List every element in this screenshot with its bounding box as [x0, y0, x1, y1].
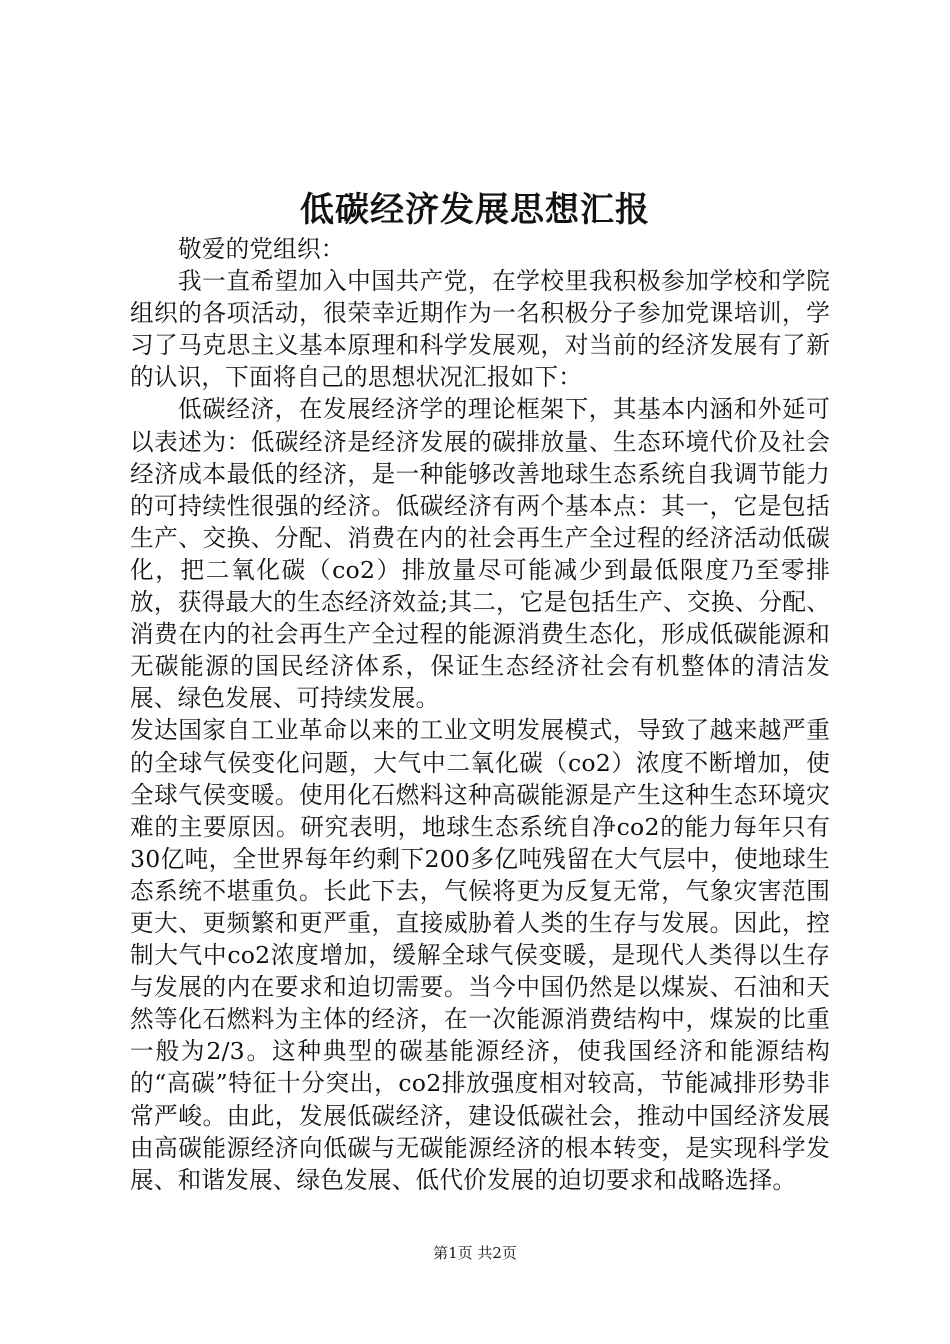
salutation: 敬爱的党组织： — [178, 235, 345, 263]
paragraph-background: 发达国家自工业革命以来的工业文明发展模式，导致了越来越严重的全球气侯变化问题，大气中二氧化碳（co2）浓度不断增加，使全球气侯变暖。使用化石燃料这种高碳能源是产生这种生态环境灾难的主要原因。研究表明，地球生态系统自净co2的能力每年只有30亿吨，全世界每年约剩下200多亿吨残留在大气层中，使地球生态系统不堪重负。长此下去，气候将更为反复无常，气象灾害范围更大、更频繁和更严重，直接威胁着人类的生存与发展。因此，控制大气中co2浓度增加，缓解全球气侯变暖，是现代人类得以生存与发展的内在要求和迫切需要。当今中国仍然是以煤炭、石油和天然等化石燃料为主体的经济，在一次能源消费结构中，煤炭的比重一般为2/3。这种典型的碳基能源经济，使我国经济和能源结构的“高碳”特征十分突出，co2排放强度相对较高，节能减排形势非常严峻。由此，发展低碳经济，建设低碳社会，推动中国经济发展由高碳能源经济向低碳与无碳能源经济的根本转变，是实现科学发展、和谐发展、绿色发展、低代价发展的迫切要求和战略选择。 — [130, 716, 830, 1194]
paragraph-intro: 我一直希望加入中国共产党，在学校里我积极参加学校和学院组织的各项活动，很荣幸近期作为一名积极分子参加党课培训，学习了马克思主义基本原理和科学发展观，对当前的经济发展有了新的认识，下面将自己的思想状况汇报如下： — [130, 267, 830, 392]
page-footer: 第1页 共2页 — [433, 1244, 517, 1262]
document-title: 低碳经济发展思想汇报 — [300, 190, 650, 230]
paragraph-definition: 低碳经济，在发展经济学的理论框架下，其基本内涵和外延可以表述为：低碳经济是经济发展的碳排放量、生态环境代价及社会经济成本最低的经济，是一种能够改善地球生态系统自我调节能力的可持续性很强的经济。低碳经济有两个基本点：其一，它是包括生产、交换、分配、消费在内的社会再生产全过程的经济活动低碳化，把二氧化碳（co2）排放量尽可能减少到最低限度乃至零排放，获得最大的生态经济效益;其二，它是包括生产、交换、分配、消费在内的社会再生产全过程的能源消费生态化，形成低碳能源和无碳能源的国民经济体系，保证生态经济社会有机整体的清洁发展、绿色发展、可持续发展。 — [130, 395, 830, 713]
document-body — [130, 233, 830, 1196]
